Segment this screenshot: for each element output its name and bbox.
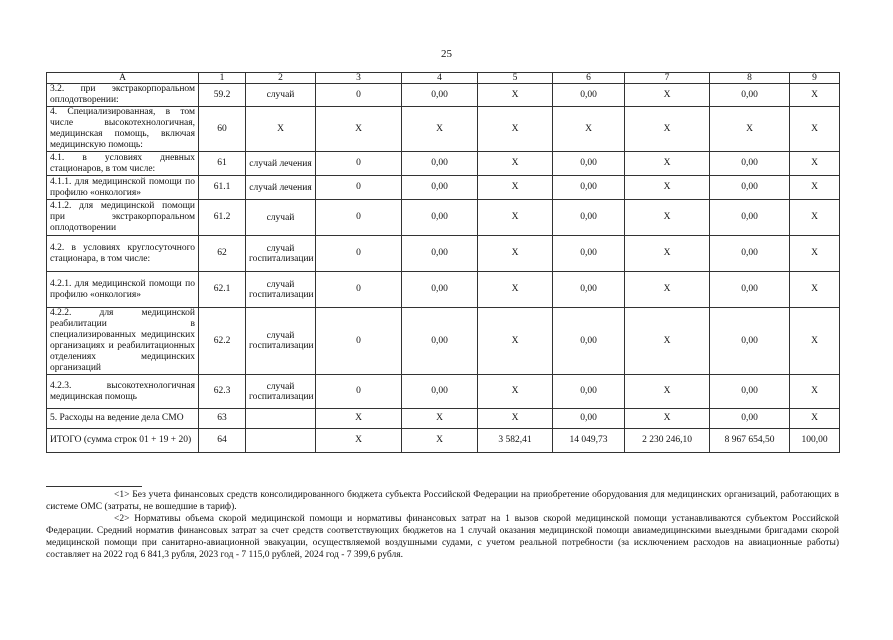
row-code-cell: 61 [199,152,246,176]
column-header: 2 [246,73,316,84]
table-row [47,409,840,429]
value-cell: 2 230 246,10 [625,429,710,453]
unit-cell [246,409,316,429]
table-row [47,308,840,375]
value-cell: X [402,429,478,453]
value-cell: X [625,375,710,409]
value-cell: 3 582,41 [478,429,553,453]
unit-cell: случай [246,200,316,236]
row-label-cell: 4.2. в условиях круглосуточного стационара, в том числе: [47,236,199,272]
footnotes [46,489,839,561]
value-cell: 0,00 [402,375,478,409]
value-cell: 0,00 [710,176,790,200]
value-cell: 0 [316,200,402,236]
value-cell: X [710,107,790,152]
unit-cell: случай госпитализации [246,308,316,375]
value-cell: 0,00 [710,272,790,308]
value-cell: X [625,308,710,375]
value-cell: X [553,107,625,152]
value-cell: 0 [316,236,402,272]
value-cell: X [625,272,710,308]
value-cell: 0,00 [402,308,478,375]
row-code-cell: 62.2 [199,308,246,375]
value-cell: 0,00 [710,375,790,409]
row-code-cell: 60 [199,107,246,152]
value-cell: 0,00 [710,84,790,107]
table-row [47,375,840,409]
value-cell: 0,00 [710,236,790,272]
value-cell: X [316,107,402,152]
value-cell: 0,00 [553,375,625,409]
value-cell: X [478,308,553,375]
value-cell: X [790,272,840,308]
row-code-cell: 62.3 [199,375,246,409]
value-cell: X [478,152,553,176]
value-cell: X [478,272,553,308]
data-table [46,72,840,453]
table-row [47,200,840,236]
value-cell: X [478,200,553,236]
row-code-cell: 62 [199,236,246,272]
value-cell: 0,00 [553,236,625,272]
value-cell: X [625,409,710,429]
value-cell: X [478,107,553,152]
column-header: А [47,73,199,84]
column-header: 6 [553,73,625,84]
row-label-cell: 5. Расходы на ведение дела СМО [47,409,199,429]
value-cell: 0,00 [402,200,478,236]
column-header: 1 [199,73,246,84]
column-header: 4 [402,73,478,84]
unit-cell: X [246,107,316,152]
unit-cell [246,429,316,453]
unit-cell: случай [246,84,316,107]
footnote-2: <2> Нормативы объема скорой медицинской помощи и нормативы финансовых затрат на 1 вызов скорой медицинской помощи устанавливаются субъектом Российской Федерации. Средний норматив финансовых затрат за счет средств соответствующих бюджетов на 1 случай оказания медицинской помощи авиамедицинскими выездными бригадами скорой медицинской помощи при санитарно-авиационной эвакуации, осуществляемой воздушными судами, с учетом реальной потребности (за исключением расходов на авиационные работы) составляет на 2022 год 6 841,3 рубля, 2023 год - 7 115,0 рублей, 2024 год - 7 399,6 рубля. [46,514,839,560]
value-cell: 8 967 654,50 [710,429,790,453]
value-cell: 0 [316,308,402,375]
value-cell: X [790,200,840,236]
value-cell: 0 [316,176,402,200]
value-cell: X [790,308,840,375]
page-number: 25 [441,48,452,60]
value-cell: 0 [316,152,402,176]
value-cell: 0,00 [553,152,625,176]
value-cell: 0,00 [402,176,478,200]
value-cell: 0,00 [553,409,625,429]
value-cell: X [316,409,402,429]
value-cell: 0,00 [402,272,478,308]
row-label-cell: 4. Специализированная, в том числе высокотехнологичная, медицинская помощь, включая медицинскую помощь: [47,107,199,152]
unit-cell: случай госпитализации [246,272,316,308]
row-label-cell: 4.1.1. для медицинской помощи по профилю «онкология» [47,176,199,200]
footnote-1: <1> Без учета финансовых средств консолидированного бюджета субъекта Российской Федерации на приобретение оборудования для медицинских организаций, работающих в системе ОМС (затраты, не вошедшие в тариф). [46,490,839,512]
value-cell: 0,00 [710,308,790,375]
value-cell: 0,00 [710,152,790,176]
row-label-cell: 4.1.2. для медицинской помощи при экстракорпоральном оплодотворении [47,200,199,236]
table-row [47,107,840,152]
row-label-cell: 4.2.3. высокотехнологичная медицинская помощь [47,375,199,409]
value-cell: X [402,107,478,152]
value-cell: 0 [316,84,402,107]
unit-cell: случай лечения [246,152,316,176]
value-cell: 100,00 [790,429,840,453]
footnote-divider [46,486,142,487]
value-cell: X [478,236,553,272]
table-row [47,152,840,176]
value-cell: 0,00 [710,200,790,236]
table-row [47,236,840,272]
table-row [47,429,840,453]
unit-cell: случай госпитализации [246,236,316,272]
table-row [47,84,840,107]
row-label-cell: 4.2.1. для медицинской помощи по профилю «онкология» [47,272,199,308]
value-cell: 0,00 [553,308,625,375]
table-row [47,176,840,200]
value-cell: X [625,200,710,236]
unit-cell: случай госпитализации [246,375,316,409]
row-code-cell: 63 [199,409,246,429]
value-cell: X [790,84,840,107]
value-cell: X [790,375,840,409]
value-cell: X [625,176,710,200]
value-cell: X [478,409,553,429]
value-cell: X [478,176,553,200]
value-cell: 0,00 [402,236,478,272]
unit-cell: случай лечения [246,176,316,200]
value-cell: X [316,429,402,453]
value-cell: 0,00 [402,84,478,107]
value-cell: 0,00 [402,152,478,176]
row-code-cell: 61.2 [199,200,246,236]
value-cell: 0,00 [710,409,790,429]
row-label-cell: 4.1. в условиях дневных стационаров, в том числе: [47,152,199,176]
column-header: 7 [625,73,710,84]
value-cell: 0,00 [553,176,625,200]
column-header: 3 [316,73,402,84]
value-cell: 0 [316,272,402,308]
value-cell: X [402,409,478,429]
column-header: 8 [710,73,790,84]
value-cell: X [478,84,553,107]
row-code-cell: 61.1 [199,176,246,200]
value-cell: X [625,84,710,107]
value-cell: X [790,152,840,176]
value-cell: 0,00 [553,84,625,107]
row-code-cell: 64 [199,429,246,453]
value-cell: X [625,236,710,272]
value-cell: 14 049,73 [553,429,625,453]
row-code-cell: 62.1 [199,272,246,308]
value-cell: X [790,107,840,152]
table-row [47,272,840,308]
value-cell: X [790,409,840,429]
value-cell: X [625,107,710,152]
value-cell: X [790,236,840,272]
row-label-cell: ИТОГО (сумма строк 01 + 19 + 20) [47,429,199,453]
row-label-cell: 3.2. при экстракорпоральном оплодотворении: [47,84,199,107]
value-cell: 0,00 [553,200,625,236]
value-cell: 0 [316,375,402,409]
row-label-cell: 4.2.2. для медицинской реабилитации в специализированных медицинских организациях и реабилитационных отделениях медицинских организаций [47,308,199,375]
column-header: 5 [478,73,553,84]
value-cell: X [790,176,840,200]
value-cell: X [625,152,710,176]
value-cell: X [478,375,553,409]
column-header: 9 [790,73,840,84]
row-code-cell: 59.2 [199,84,246,107]
value-cell: 0,00 [553,272,625,308]
header-row [47,73,840,84]
